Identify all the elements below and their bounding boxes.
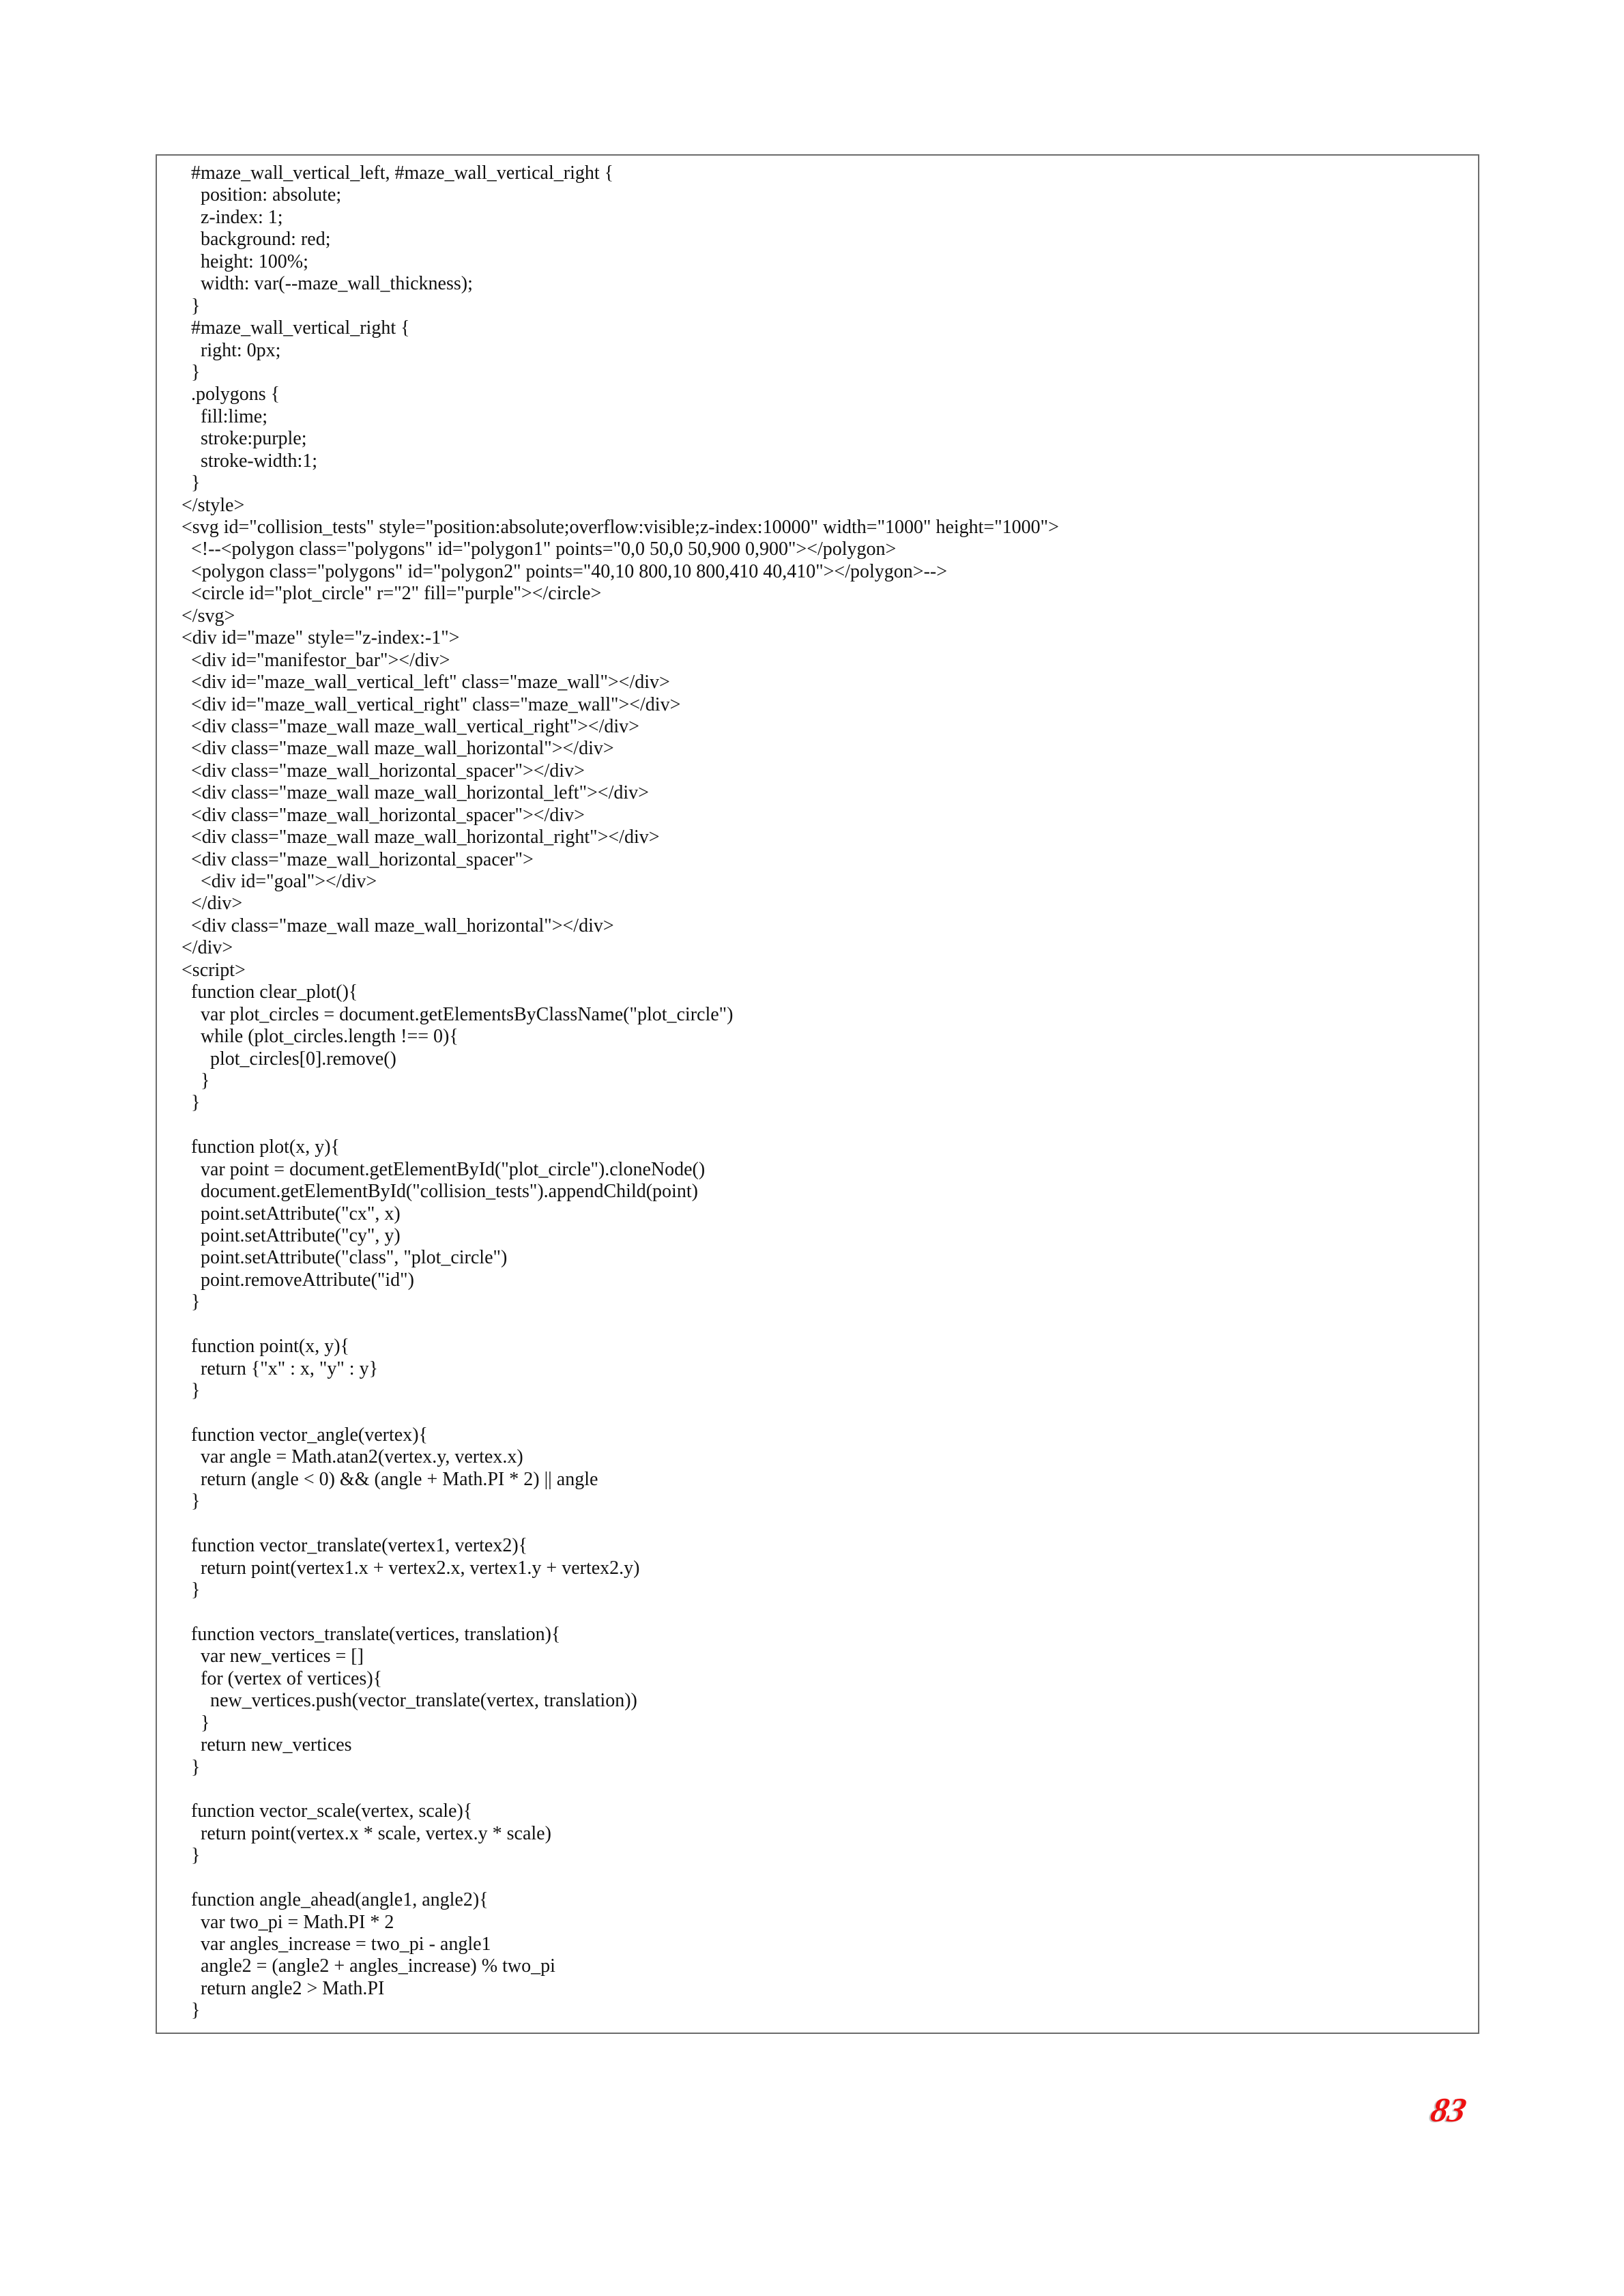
code-line: z-index: 1; (182, 206, 283, 228)
code-line: function vector_angle(vertex){ (182, 1424, 428, 1446)
code-line: position: absolute; (182, 184, 342, 206)
code-line: right: 0px; (182, 339, 281, 361)
code-line: <svg id="collision_tests" style="position:absolute;overflow:visible;z-index:10000" width="1000" height="1000"> (182, 517, 1059, 538)
code-line: var point = document.getElementById("plot_circle").cloneNode() (182, 1158, 706, 1180)
code-line: point.setAttribute("cy", y) (182, 1225, 401, 1246)
code-line: <div class="maze_wall maze_wall_vertical_right"></div> (182, 715, 639, 737)
code-line (182, 1867, 1059, 1889)
code-line: function angle_ahead(angle1, angle2){ (182, 1889, 489, 1911)
code-line: plot_circles[0].remove() (182, 1048, 396, 1070)
code-line: <script> (182, 959, 246, 981)
code-line: var new_vertices = [] (182, 1646, 364, 1667)
code-line: background: red; (182, 229, 331, 250)
code-line: } (182, 1380, 201, 1402)
code-line: } (182, 1712, 210, 1734)
code-line (182, 1403, 1059, 1424)
code-line: return point(vertex.x * scale, vertex.y * scale) (182, 1822, 551, 1844)
code-line: while (plot_circles.length !== 0){ (182, 1026, 459, 1048)
code-line: function vector_scale(vertex, scale){ (182, 1800, 473, 1822)
code-line: #maze_wall_vertical_right { (182, 317, 410, 339)
code-line: <polygon class="polygons" id="polygon2" points="40,10 800,10 800,410 40,410"></polygon>--> (182, 560, 948, 582)
code-line: <div class="maze_wall maze_wall_horizontal_right"></div> (182, 827, 660, 848)
code-line: .polygons { (182, 384, 280, 405)
code-listing (182, 162, 1059, 2022)
code-line: } (182, 361, 201, 383)
code-line: angle2 = (angle2 + angles_increase) % two_pi (182, 1955, 555, 1977)
code-line: var angles_increase = two_pi - angle1 (182, 1934, 491, 1955)
code-line: document.getElementById("collision_tests").appendChild(point) (182, 1181, 698, 1203)
code-line: return (angle < 0) && (angle + Math.PI * 2) || angle (182, 1468, 598, 1490)
code-line: </div> (182, 937, 233, 959)
code-line: for (vertex of vertices){ (182, 1667, 383, 1689)
code-line: <div class="maze_wall_horizontal_spacer"></div> (182, 760, 585, 781)
code-line: } (182, 472, 201, 494)
code-line: var plot_circles = document.getElementsByClassName("plot_circle") (182, 1003, 734, 1025)
code-line: <div id="maze" style="z-index:-1"> (182, 627, 460, 649)
code-line: var angle = Math.atan2(vertex.y, vertex.x) (182, 1446, 523, 1468)
code-line: function clear_plot(){ (182, 981, 358, 1003)
code-line (182, 1115, 1059, 1136)
code-line: } (182, 1291, 201, 1313)
code-line: <circle id="plot_circle" r="2" fill="purple"></circle> (182, 583, 602, 605)
code-line: point.setAttribute("cx", x) (182, 1203, 401, 1224)
code-line: return {"x" : x, "y" : y} (182, 1358, 379, 1379)
code-line: <div class="maze_wall_horizontal_spacer"> (182, 848, 534, 870)
code-line: <div class="maze_wall_horizontal_spacer"></div> (182, 804, 585, 826)
code-line: fill:lime; (182, 405, 267, 427)
code-line: function vector_translate(vertex1, vertex2){ (182, 1535, 528, 1557)
code-line: } (182, 1579, 201, 1601)
code-line: } (182, 295, 201, 317)
code-line: width: var(--maze_wall_thickness); (182, 273, 473, 295)
code-line (182, 1314, 1059, 1336)
code-line: <div class="maze_wall maze_wall_horizontal_left"></div> (182, 782, 649, 804)
code-line: </svg> (182, 605, 235, 627)
code-line: var two_pi = Math.PI * 2 (182, 1911, 394, 1933)
code-line: return point(vertex1.x + vertex2.x, vertex1.y + vertex2.y) (182, 1557, 640, 1579)
code-line: } (182, 1756, 201, 1778)
code-line: new_vertices.push(vector_translate(vertex, translation)) (182, 1690, 637, 1712)
code-line: #maze_wall_vertical_left, #maze_wall_vertical_right { (182, 162, 614, 184)
code-line: } (182, 1845, 201, 1867)
code-line: <!--<polygon class="polygons" id="polygon1" points="0,0 50,0 50,900 0,900"></polygon> (182, 539, 897, 560)
code-line: stroke-width:1; (182, 450, 318, 472)
code-line: <div class="maze_wall maze_wall_horizontal"></div> (182, 915, 614, 936)
code-line (182, 1779, 1059, 1800)
code-line: function plot(x, y){ (182, 1136, 340, 1158)
code-line: return angle2 > Math.PI (182, 1977, 385, 1999)
code-line: </div> (182, 893, 243, 915)
code-line (182, 1513, 1059, 1535)
code-line: <div class="maze_wall maze_wall_horizontal"></div> (182, 738, 614, 760)
code-line: <div id="goal"></div> (182, 871, 377, 892)
code-line: } (182, 1491, 201, 1512)
page-number: 83 (1427, 2091, 1470, 2129)
code-line: function point(x, y){ (182, 1336, 349, 1358)
code-line: function vectors_translate(vertices, translation){ (182, 1623, 561, 1645)
code-line: return new_vertices (182, 1734, 352, 1756)
code-line: } (182, 1092, 201, 1114)
code-line: } (182, 2000, 201, 2022)
code-line: <div id="maze_wall_vertical_right" class="maze_wall"></div> (182, 693, 681, 715)
code-line: height: 100%; (182, 250, 308, 272)
code-line: <div id="manifestor_bar"></div> (182, 649, 450, 671)
code-line: point.removeAttribute("id") (182, 1269, 414, 1291)
code-line (182, 1601, 1059, 1623)
code-line: <div id="maze_wall_vertical_left" class="maze_wall"></div> (182, 672, 670, 693)
code-line: point.setAttribute("class", "plot_circle") (182, 1247, 508, 1269)
code-line: } (182, 1070, 210, 1091)
code-line: stroke:purple; (182, 428, 307, 450)
code-line: </style> (182, 494, 245, 516)
